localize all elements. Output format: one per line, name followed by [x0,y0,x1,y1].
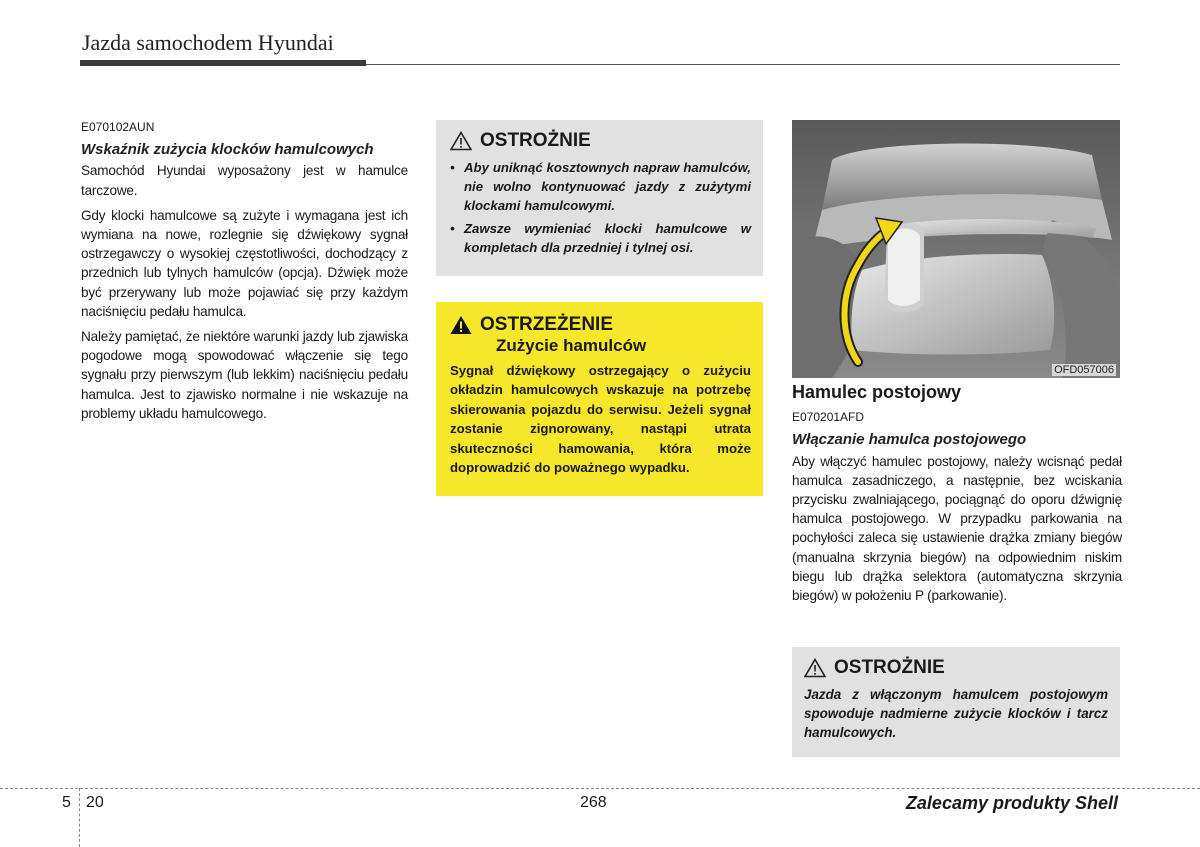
caution-item-text: Aby uniknąć kosztownych napraw hamulców, nie wolno kontynuować jazdy z zużytymi klockami hamulcowymi. [464,160,751,213]
warning-title [450,314,751,336]
warning-title-text: OSTRZEŻENIE [480,314,614,335]
caution-title [450,130,751,152]
footer-page-number: 20 [86,794,104,811]
section-code: E070102AUN [81,120,155,134]
header-bar [80,60,366,66]
caution-title [804,657,1108,679]
footer-center-number: 268 [580,794,607,811]
caution-triangle-icon [450,131,472,151]
footer-slogan: Zalecamy produkty Shell [905,793,1118,813]
paragraph: Gdy klocki hamulcowe są zużyte i wymagana jest ich wymiana na nowe, rozlegnie się dźwiękowy sygnał ostrzegawczy o wysokiej częstotliwości, dochodzący z przednich lub tylnych hamulców (opcja). Dźwięk może być przerywany lub może pojawiać się przy każdym naciśnięciu pedału hamulca. [81,207,408,319]
caution-item-text: Zawsze wymieniać klocki hamulcowe w kompletach dla przedniej i tylnej osi. [464,221,751,255]
section-code: E070201AFD [792,410,865,425]
bullet-icon: • [450,160,455,175]
section-title: Hamulec postojowy [792,382,962,402]
footer-divider [79,788,80,847]
parking-brake-illustration [792,120,1120,378]
section-subtitle: Wskaźnik zużycia klocków hamulcowych [81,141,374,159]
paragraph: Aby włączyć hamulec postojowy, należy wcisnąć pedał hamulca zasadniczego, a następnie, bez wciskania przycisku zwalniającego, pociągnąć do oporu dźwignię hamulca postojowego. W przypadku parkowania na pochyłości zaleca się ustawienie drążka zmiany biegów (manualna skrzynia biegów) na odpowiednim niskim biegu lub drążka selektora (automatyczna skrzynia biegów) w położeniu P (parkowanie). [792,453,1122,604]
caution-text: Jazda z włączonym hamulcem postojowym spowoduje nadmierne zużycie klocków i tarcz hamulcowych. [804,687,1108,740]
right-column [792,383,1122,611]
warning-triangle-icon [450,315,472,335]
caution-box [792,647,1120,757]
footer-chapter-number: 5 [62,794,71,811]
header-title: Jazda samochodem Hyundai [82,30,334,55]
warning-subtitle: Zużycie hamulców [496,336,647,355]
left-column [81,118,408,429]
caution-triangle-icon [804,658,826,678]
header-rule [366,64,1120,65]
section-subtitle: Włączanie hamulca postojowego [792,431,1027,449]
paragraph: Należy pamiętać, że niektóre warunki jazdy lub zjawiska pogodowe mogą spowodować włączenie się tego sygnału przy pierwszym (lub lekkim) naciśnięciu pedału hamulca. Jest to zjawisko normalne i nie wskazuje na problemy układu hamulcowego. [81,329,408,421]
caution-box [436,120,763,276]
bullet-icon: • [450,221,455,236]
paragraph: Samochód Hyundai wyposażony jest w hamulce tarczowe. [81,163,408,198]
footer-rule [0,788,1200,789]
caution-title-text: OSTROŻNIE [834,657,945,678]
caution-item [450,158,751,215]
parking-brake-photo [792,120,1120,378]
caution-title-text: OSTROŻNIE [480,130,591,151]
warning-text: Sygnał dźwiękowy ostrzegający o zużyciu okładzin hamulcowych wskazuje na potrzebę skierowania pojazdu do serwisu. Jeżeli sygnał zostanie zignorowany, nastąpi utrata skuteczności hamowania, która może doprowadzić do poważnego wypadku. [450,363,751,476]
photo-label: OFD057006 [1054,364,1114,376]
warning-box [436,302,763,496]
caution-item [450,219,751,257]
